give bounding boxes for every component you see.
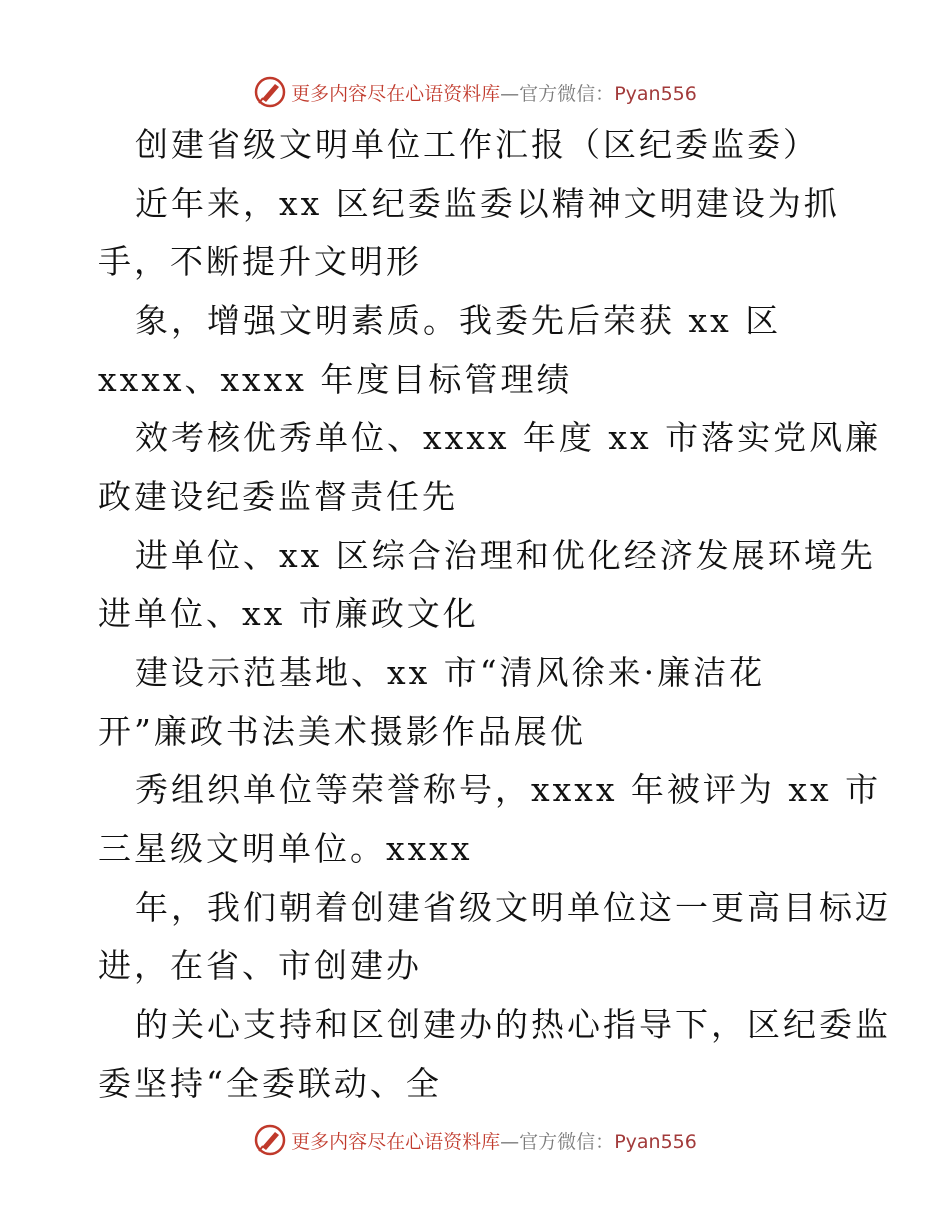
paragraph-line: 进单位、xx 市廉政文化 bbox=[98, 594, 479, 633]
paragraph-line: 象，增强文明素质。我委先后荣获 xx 区 bbox=[135, 301, 782, 340]
paragraph-line: xxxx、xxxx 年度目标管理绩 bbox=[98, 360, 573, 399]
watermark-text bbox=[291, 79, 697, 106]
watermark-dash: — bbox=[500, 1130, 520, 1153]
watermark-id: Pyan556 bbox=[614, 1130, 697, 1153]
paragraph-line: 手，不断提升文明形 bbox=[98, 242, 422, 281]
paragraph-line: 年，我们朝着创建省级文明单位这一更高目标迈 bbox=[135, 888, 891, 927]
paragraph-line: 进，在省、市创建办 bbox=[98, 946, 422, 985]
watermark-main: 更多内容尽在心语资料库 bbox=[291, 82, 501, 105]
header-watermark bbox=[0, 72, 950, 112]
footer-watermark bbox=[0, 1120, 950, 1160]
paragraph-line: 秀组织单位等荣誉称号，xxxx 年被评为 xx 市 bbox=[135, 770, 882, 809]
pen-logo-icon bbox=[253, 1123, 287, 1157]
watermark-official: 官方微信： bbox=[519, 82, 615, 105]
paragraph-line: 开”廉政书法美术摄影作品展优 bbox=[98, 712, 586, 751]
document-title: 创建省级文明单位工作汇报（区纪委监委） bbox=[135, 125, 819, 164]
paragraph-line: 效考核优秀单位、xxxx 年度 xx 市落实党风廉 bbox=[135, 418, 882, 457]
paragraph-line: 的关心支持和区创建办的热心指导下，区纪委监 bbox=[135, 1005, 891, 1044]
watermark-text bbox=[291, 1127, 697, 1154]
paragraph-line: 建设示范基地、xx 市“清风徐来·廉洁花 bbox=[135, 653, 766, 692]
watermark-main: 更多内容尽在心语资料库 bbox=[291, 1130, 501, 1153]
paragraph-line: 三星级文明单位。xxxx bbox=[98, 829, 473, 868]
paragraph-line: 近年来，xx 区纪委监委以精神文明建设为抓 bbox=[135, 184, 840, 223]
paragraph-line: 委坚持“全委联动、全 bbox=[98, 1064, 442, 1103]
watermark-official: 官方微信： bbox=[519, 1130, 615, 1153]
paragraph-line: 进单位、xx 区综合治理和优化经济发展环境先 bbox=[135, 536, 876, 575]
watermark-dash: — bbox=[500, 82, 520, 105]
pen-logo-icon bbox=[253, 75, 287, 109]
paragraph-line: 政建设纪委监督责任先 bbox=[98, 477, 458, 516]
watermark-id: Pyan556 bbox=[614, 82, 697, 105]
